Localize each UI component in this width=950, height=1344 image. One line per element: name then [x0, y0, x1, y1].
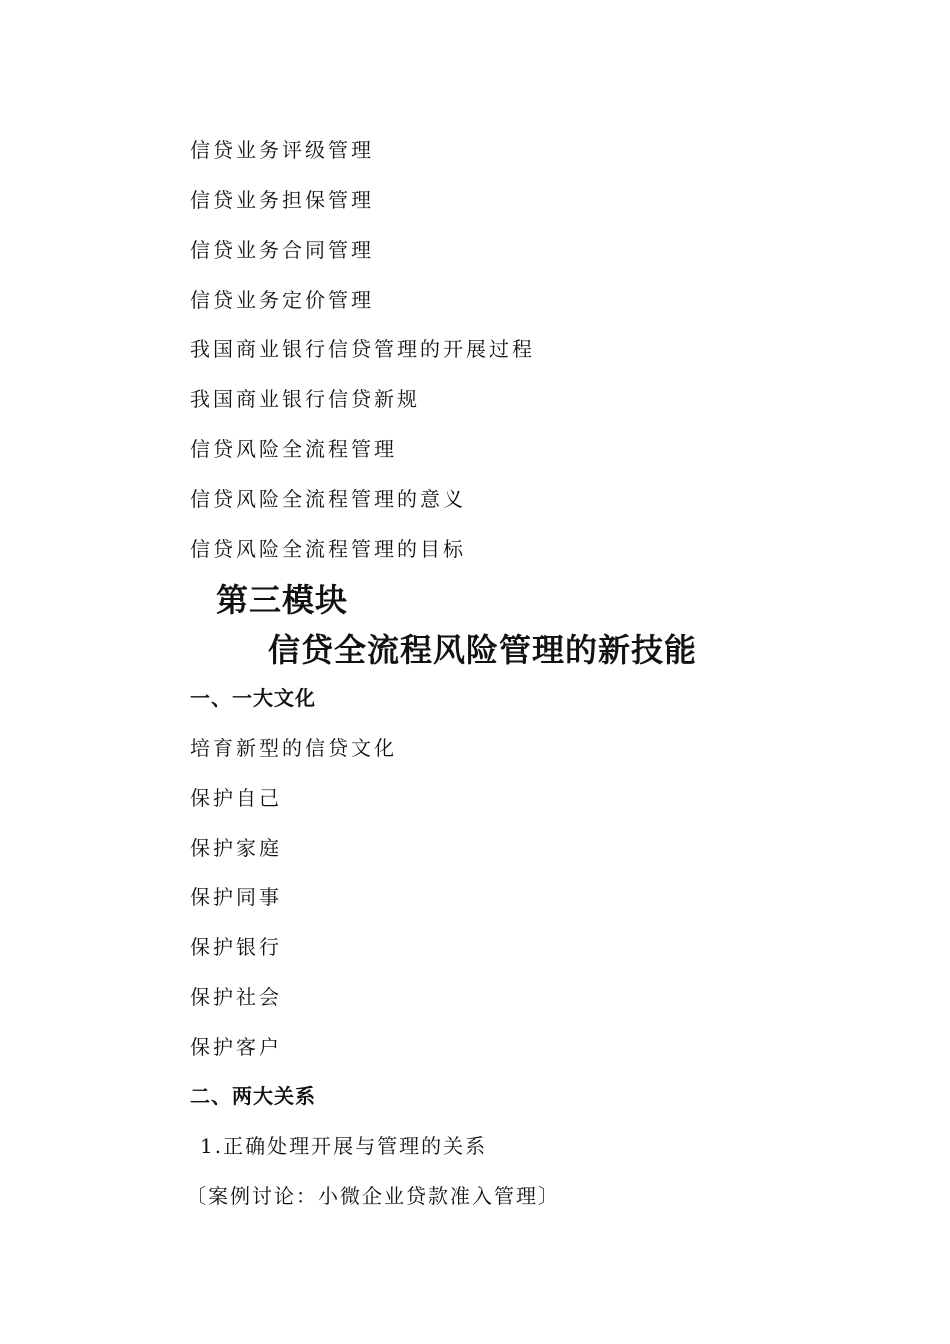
list-item: 保护同事 — [190, 885, 282, 909]
module-title: 第三模块 — [216, 581, 349, 619]
list-item: 保护家庭 — [190, 836, 282, 860]
list-item: 信贷风险全流程管理的意义 — [190, 487, 466, 511]
list-item: 信贷风险全流程管理 — [190, 437, 397, 461]
list-item: 保护社会 — [190, 985, 282, 1009]
list-item: 培育新型的信贷文化 — [190, 736, 397, 760]
numbered-item: 1.正确处理开展与管理的关系 — [200, 1134, 488, 1158]
module-subtitle: 信贷全流程风险管理的新技能 — [268, 631, 698, 669]
list-item: 信贷业务评级管理 — [190, 138, 374, 162]
case-note: 〔案例讨论：小微企业贷款准入管理〕 — [186, 1184, 560, 1208]
section-heading: 一、一大文化 — [190, 686, 316, 710]
list-item: 信贷风险全流程管理的目标 — [190, 537, 466, 561]
list-item: 信贷业务合同管理 — [190, 238, 374, 262]
list-item: 信贷业务担保管理 — [190, 188, 374, 212]
list-item: 保护自己 — [190, 786, 282, 810]
list-item: 我国商业银行信贷管理的开展过程 — [190, 337, 535, 361]
list-item: 保护客户 — [190, 1035, 282, 1059]
list-item: 我国商业银行信贷新规 — [190, 387, 420, 411]
section-heading: 二、两大关系 — [190, 1084, 316, 1108]
list-item: 保护银行 — [190, 935, 282, 959]
list-item: 信贷业务定价管理 — [190, 288, 374, 312]
